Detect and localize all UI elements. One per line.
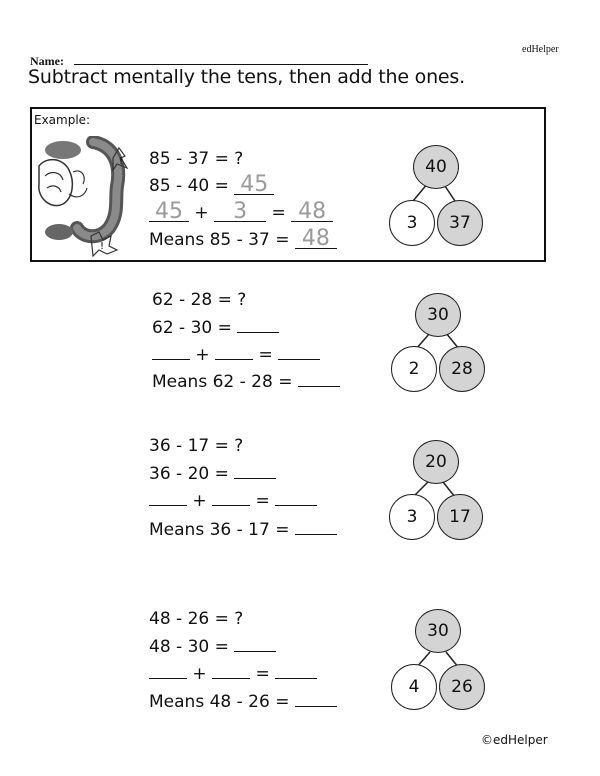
example-means	[149, 227, 337, 254]
problem-1-bond-top: 30	[415, 293, 461, 337]
problem-1-means-expression: Means 62 - 28 =	[152, 372, 293, 392]
example-bond-right: 37	[437, 200, 483, 246]
problem-1-means	[152, 368, 340, 396]
copyright-label: ©edHelper	[481, 733, 548, 747]
problem-2-step1	[149, 460, 276, 488]
plus-sign: +	[195, 345, 210, 365]
example-step1-answer: 45	[234, 176, 274, 195]
problem-3-bond-top: 30	[415, 609, 461, 653]
problem-3-step2-answer-blank[interactable]	[275, 660, 317, 679]
example-step1-expression: 85 - 40 =	[149, 176, 229, 196]
problem-3-means	[149, 688, 337, 716]
problem-3-step2-second-blank[interactable]	[212, 660, 250, 679]
problem-2-bond-left: 3	[389, 494, 435, 540]
problem-1-step2-second-blank[interactable]	[215, 341, 253, 360]
problem-2-means	[149, 516, 337, 544]
example-step2-first: 45	[149, 203, 189, 222]
problem-3-step1-answer-blank[interactable]	[234, 633, 276, 652]
problem-2-means-expression: Means 36 - 17 =	[149, 520, 290, 540]
problem-3-means-expression: Means 48 - 26 =	[149, 692, 290, 712]
problem-3-bond-left: 4	[391, 664, 437, 710]
problem-3-step1	[149, 633, 276, 661]
example-step2-answer: 48	[291, 203, 333, 222]
problem-2-step2-second-blank[interactable]	[212, 487, 250, 506]
problem-2: 36 - 17 = ?	[149, 436, 244, 456]
problem-2-step1-expression: 36 - 20 =	[149, 464, 229, 484]
example-problem: 85 - 37 = ?	[149, 149, 244, 169]
problem-2-step2-answer-blank[interactable]	[275, 487, 317, 506]
problem-3-bond-right: 26	[439, 664, 485, 710]
example-step2	[149, 200, 333, 227]
thinking-character-illustration	[33, 136, 128, 258]
problem-2-step1-answer-blank[interactable]	[234, 460, 276, 479]
instructions: Subtract mentally the tens, then add the ones.	[28, 66, 465, 88]
example-bond-left: 3	[389, 200, 435, 246]
problem-3-step1-expression: 48 - 30 =	[149, 637, 229, 657]
svg-text:!: !	[100, 241, 105, 252]
example-means-expression: Means 85 - 37 =	[149, 230, 290, 250]
example-step1	[149, 173, 274, 200]
problem-1-step2	[152, 341, 320, 369]
problem-3-step2	[149, 660, 317, 688]
example-means-answer: 48	[295, 230, 337, 249]
plus-sign: +	[192, 491, 207, 511]
problem-3-step2-first-blank[interactable]	[149, 660, 187, 679]
name-field[interactable]	[74, 64, 368, 65]
plus-sign: +	[192, 664, 207, 684]
problem-1-means-answer-blank[interactable]	[298, 368, 340, 387]
problem-1-step1	[152, 314, 279, 342]
plus-sign: +	[194, 203, 209, 223]
problem-2-step2	[149, 487, 317, 515]
brand-label: edHelper	[522, 44, 559, 55]
name-label: Name:	[30, 54, 64, 68]
problem-1-step2-answer-blank[interactable]	[278, 341, 320, 360]
problem-1-bond-right: 28	[439, 346, 485, 392]
problem-2-bond-right: 17	[437, 494, 483, 540]
problem-1-step1-answer-blank[interactable]	[237, 314, 279, 333]
problem-3: 48 - 26 = ?	[149, 609, 244, 629]
equals-sign: =	[271, 203, 286, 223]
svg-text:!: !	[119, 156, 124, 167]
problem-2-bond-top: 20	[413, 440, 459, 484]
equals-sign: =	[258, 345, 273, 365]
example-bond-top: 40	[413, 145, 459, 189]
equals-sign: =	[255, 664, 270, 684]
problem-1-bond-left: 2	[391, 346, 437, 392]
problem-3-means-answer-blank[interactable]	[295, 688, 337, 707]
problem-2-step2-first-blank[interactable]	[149, 487, 187, 506]
equals-sign: =	[255, 491, 270, 511]
problem-1-step2-first-blank[interactable]	[152, 341, 190, 360]
problem-1: 62 - 28 = ?	[152, 290, 247, 310]
problem-2-means-answer-blank[interactable]	[295, 516, 337, 535]
example-step2-second: 3	[214, 203, 266, 222]
problem-1-step1-expression: 62 - 30 =	[152, 318, 232, 338]
example-label: Example:	[34, 113, 91, 127]
